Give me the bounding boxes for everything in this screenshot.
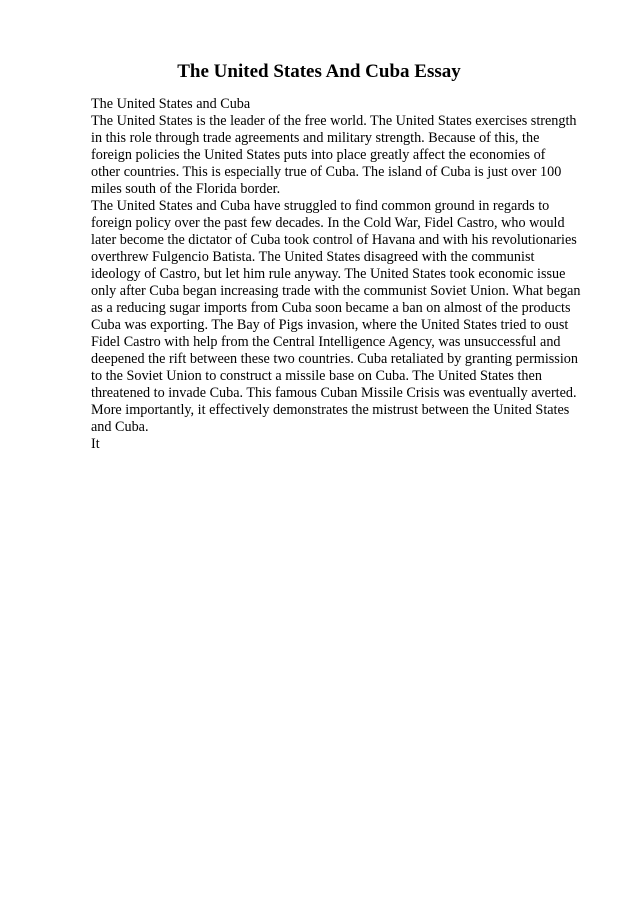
- text-line: as a reducing sugar imports from Cuba soon became a ban on almost of the products: [91, 300, 571, 316]
- text-line: only after Cuba began increasing trade with the communist Soviet Union. What began: [91, 283, 581, 299]
- text-line: The United States is the leader of the free world. The United States exercises strength: [91, 113, 577, 129]
- text-line: foreign policies the United States puts into place greatly affect the economies of: [91, 147, 546, 163]
- text-line: deepened the rift between these two countries. Cuba retaliated by granting permission: [91, 351, 578, 367]
- text-line: The United States and Cuba have struggled to find common ground in regards to: [91, 198, 550, 214]
- text-line: The United States and Cuba: [91, 96, 251, 112]
- text-line: to the Soviet Union to construct a missile base on Cuba. The United States then: [91, 368, 542, 384]
- text-line: foreign policy over the past few decades. In the Cold War, Fidel Castro, who would: [91, 215, 565, 231]
- text-line: It: [91, 436, 100, 452]
- text-line: overthrew Fulgencio Batista. The United States disagreed with the communist: [91, 249, 535, 265]
- text-line: More importantly, it effectively demonstrates the mistrust between the United States: [91, 402, 570, 418]
- text-line: threatened to invade Cuba. This famous Cuban Missile Crisis was eventually averted.: [91, 385, 577, 401]
- text-line: in this role through trade agreements and military strength. Because of this, the: [91, 130, 540, 146]
- document-title: The United States And Cuba Essay: [177, 61, 461, 82]
- text-line: miles south of the Florida border.: [91, 181, 281, 197]
- text-line: ideology of Castro, but let him rule anyway. The United States took economic issue: [91, 266, 566, 282]
- text-line: and Cuba.: [91, 419, 149, 435]
- document-body: [91, 96, 601, 453]
- text-line: Fidel Castro with help from the Central Intelligence Agency, was unsuccessful and: [91, 334, 561, 350]
- text-line: Cuba was exporting. The Bay of Pigs invasion, where the United States tried to oust: [91, 317, 569, 333]
- text-line: later become the dictator of Cuba took control of Havana and with his revolutionaries: [91, 232, 577, 248]
- text-line: other countries. This is especially true of Cuba. The island of Cuba is just over 100: [91, 164, 562, 180]
